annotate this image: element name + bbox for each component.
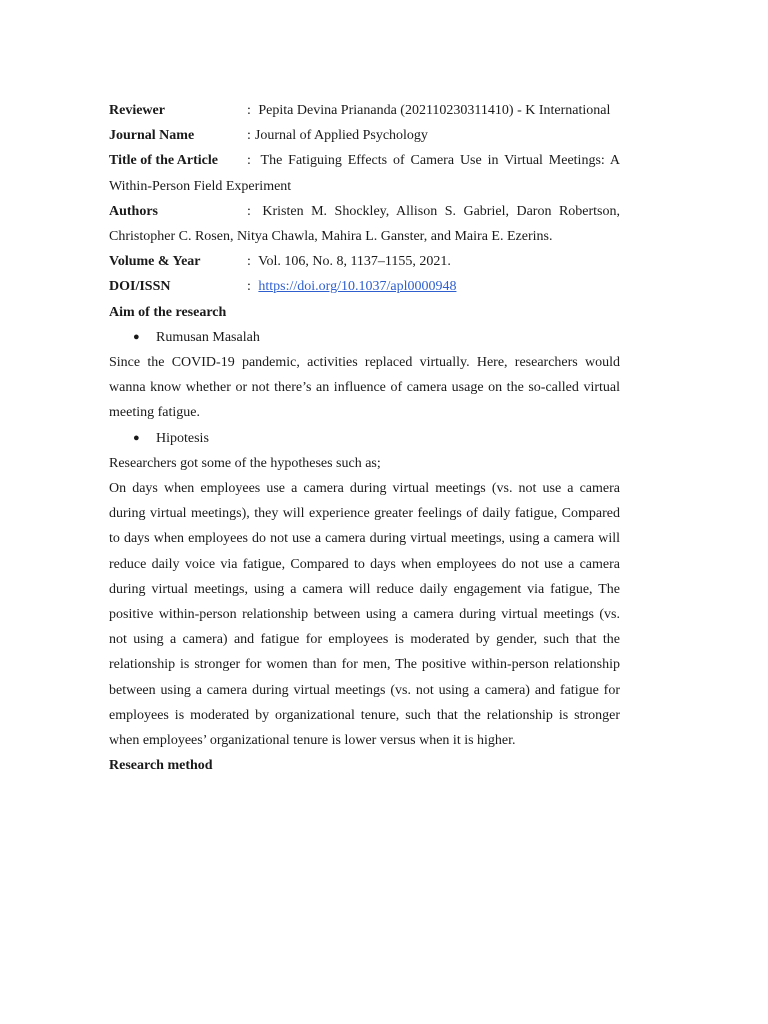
bullet-rumusan-masalah <box>109 325 620 350</box>
bullet-label: Hipotesis <box>156 430 209 446</box>
colon: : <box>247 203 251 219</box>
title-label: Title of the Article <box>109 153 218 169</box>
doi-value-wrap <box>109 274 620 299</box>
aim-heading: Aim of the research <box>109 304 227 320</box>
journal-label: Journal Name <box>109 128 195 144</box>
colon: : <box>247 128 251 144</box>
authors-label: Authors <box>109 203 159 219</box>
meta-doi <box>109 274 620 299</box>
authors-value: Kristen M. Shockley, Allison S. Gabriel, Daron Robertson, Christopher C. Rosen, Nitya Chawla, Mahira L. Ganster, and Maira E. Ezerins. <box>109 203 620 245</box>
document-page <box>109 98 620 778</box>
meta-journal <box>109 123 620 148</box>
meta-reviewer <box>109 98 620 123</box>
title-value: The Fatiguing Effects of Camera Use in Virtual Meetings: A Within-Person Field Experiment <box>109 153 621 194</box>
bullet-icon: ● <box>133 330 140 343</box>
reviewer-label: Reviewer <box>109 103 165 118</box>
method-heading: Research method <box>109 758 213 774</box>
meta-title <box>109 148 620 198</box>
journal-value: Journal of Applied Psychology <box>254 128 428 144</box>
bullet-label: Rumusan Masalah <box>156 329 260 345</box>
reviewer-value: Pepita Devina Priananda (202110230311410) - K International <box>258 103 611 118</box>
aim-paragraph-3: On days when employees use a camera during virtual meetings (vs. not use a camera during virtual meetings), they will experience greater feelings of daily fatigue, Compared to days when employees do not use a camera during virtual meetings, using a camera will reduce daily voice via fatigue, Compared to days when employees do not use a camera during virtual meetings, using a camera will reduce daily engagement via fatigue, The positive within-person relationship between using a camera during virtual meetings (vs. not using a camera) and fatigue for employees is moderated by gender, such that the relationship is stronger for women than for men, The positive within-person relationship between using a camera during virtual meetings (vs. not using a camera) and fatigue for employees is moderated by organizational tenure, such that the relationship is stronger when employees’ organizational tenure is lower versus when it is higher. <box>109 481 620 749</box>
aim-paragraph-2: Researchers got some of the hypotheses such as; <box>109 455 381 471</box>
volume-label: Volume & Year <box>109 254 201 270</box>
colon: : <box>247 103 251 118</box>
colon: : <box>247 153 251 169</box>
aim-paragraph-1: Since the COVID-19 pandemic, activities replaced virtually. Here, researchers would wanna know whether or not there’s an influence of camera usage on the so-called virtual meeting fatigue. <box>109 355 620 421</box>
meta-authors <box>109 199 620 249</box>
colon: : <box>247 254 251 270</box>
colon: : <box>247 279 251 295</box>
bullet-icon: ● <box>133 431 140 444</box>
reviewer-value-wrap <box>109 98 620 123</box>
meta-volume <box>109 249 620 274</box>
authors-value-wrap <box>109 199 620 249</box>
bullet-hipotesis <box>109 426 620 451</box>
doi-link[interactable]: https://doi.org/10.1037/apl0000948 <box>258 279 457 295</box>
doi-label: DOI/ISSN <box>109 279 171 295</box>
volume-value: Vol. 106, No. 8, 1137–1155, 2021. <box>258 254 451 270</box>
